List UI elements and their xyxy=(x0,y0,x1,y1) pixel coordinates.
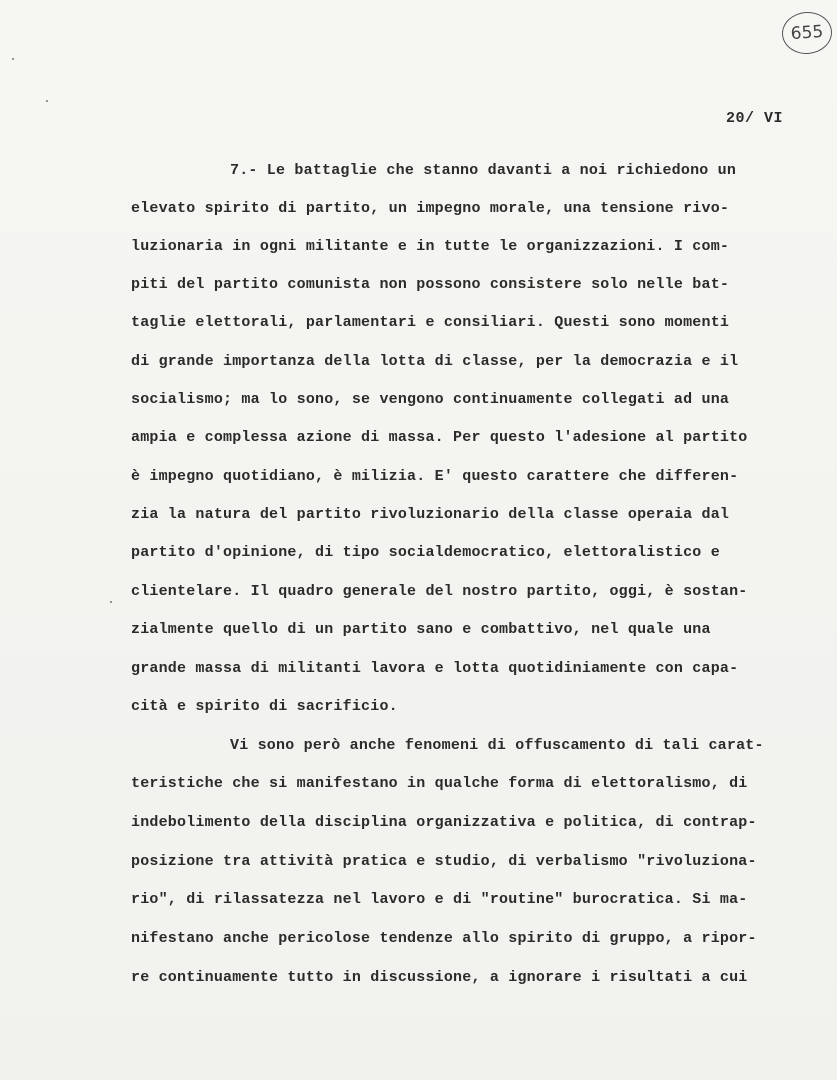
text-line: di grande importanza della lotta di classe, per la democrazia e il xyxy=(131,353,739,370)
text-line: è impegno quotidiano, è milizia. E' questo carattere che differen- xyxy=(131,468,739,485)
text-line: teristiche che si manifestano in qualche forma di elettoralismo, di xyxy=(131,775,748,792)
text-line: 7.- Le battaglie che stanno davanti a noi richiedono un xyxy=(230,162,737,179)
text-line: rio", di rilassatezza nel lavoro e di "routine" burocratica. Si ma- xyxy=(131,891,748,908)
page-number: 20/ VI xyxy=(726,110,784,127)
text-line: ampia e complessa azione di massa. Per questo l'adesione al partito xyxy=(131,429,748,446)
paper-speck xyxy=(12,58,14,60)
text-line: luzionaria in ogni militante e in tutte le organizzazioni. I com- xyxy=(131,238,730,255)
paper-speck xyxy=(46,100,48,102)
text-line: Vi sono però anche fenomeni di offuscamento di tali carat- xyxy=(230,737,764,754)
text-line: nifestano anche pericolose tendenze allo spirito di gruppo, a ripor- xyxy=(131,930,757,947)
text-line: grande massa di militanti lavora e lotta quotidiniamente con capa- xyxy=(131,660,739,677)
archive-stamp: 655 xyxy=(781,10,834,55)
text-line: indebolimento della disciplina organizzativa e politica, di contrap- xyxy=(131,814,757,831)
text-line: partito d'opinione, di tipo socialdemocratico, elettoralistico e xyxy=(131,544,720,561)
text-line: zialmente quello di un partito sano e combattivo, nel quale una xyxy=(131,621,711,638)
text-line: cità e spirito di sacrificio. xyxy=(131,698,398,715)
text-line: re continuamente tutto in discussione, a ignorare i risultati a cui xyxy=(131,969,748,986)
paper-speck xyxy=(110,601,112,603)
text-line: socialismo; ma lo sono, se vengono continuamente collegati ad una xyxy=(131,391,730,408)
text-line: taglie elettorali, parlamentari e consiliari. Questi sono momenti xyxy=(131,314,730,331)
text-line: posizione tra attività pratica e studio, di verbalismo "rivoluziona- xyxy=(131,853,757,870)
text-line: piti del partito comunista non possono consistere solo nelle bat- xyxy=(131,276,730,293)
text-line: clientelare. Il quadro generale del nostro partito, oggi, è sostan- xyxy=(131,583,748,600)
text-line: zia la natura del partito rivoluzionario della classe operaia dal xyxy=(131,506,730,523)
text-line: elevato spirito di partito, un impegno morale, una tensione rivo- xyxy=(131,200,730,217)
